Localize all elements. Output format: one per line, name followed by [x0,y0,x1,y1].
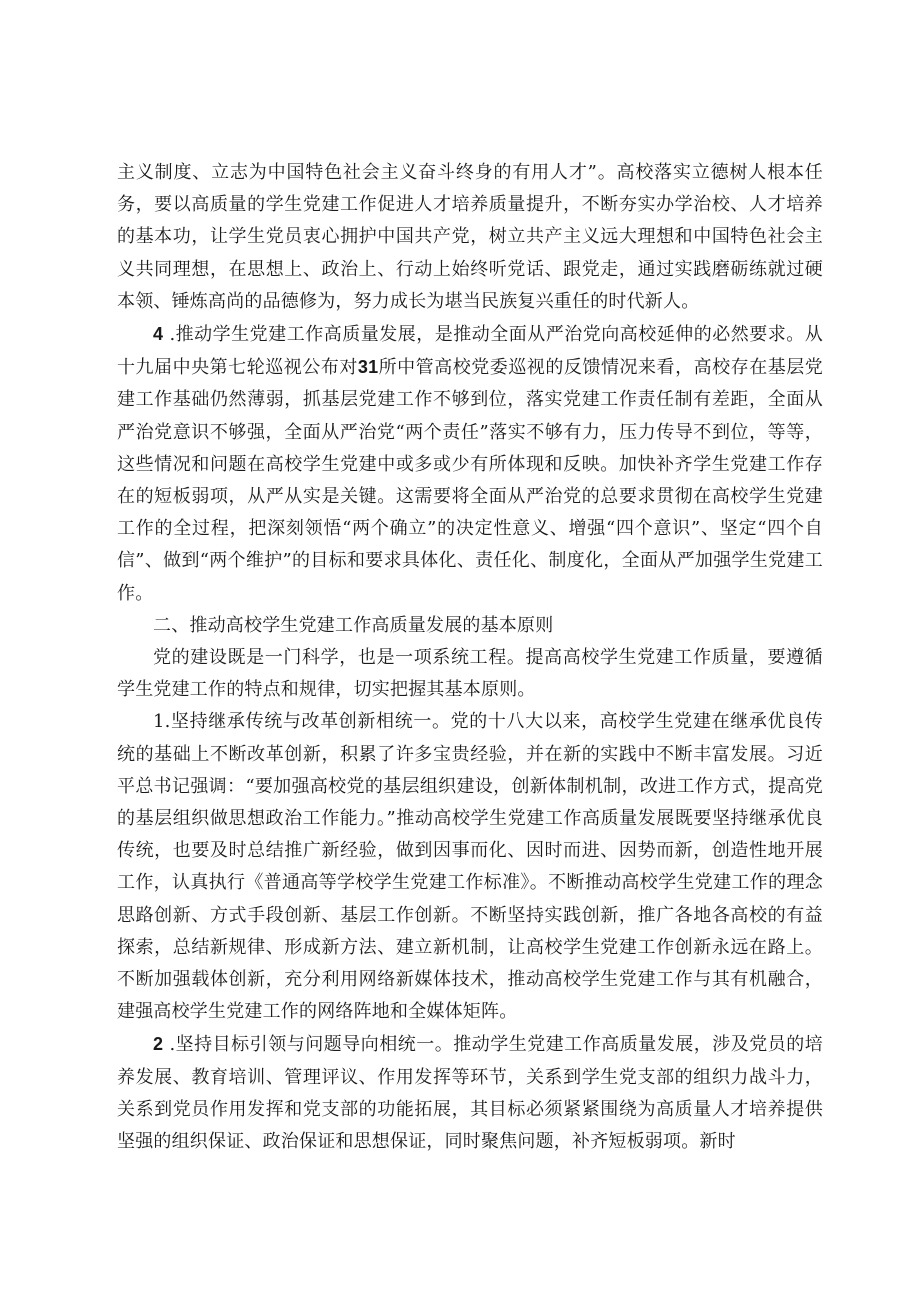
section-heading: 二、推动高校学生党建工作高质量发展的基本原则 [153,614,554,636]
paragraph-1: 主义制度、立志为中国特色社会主义奋斗终身的有用人才”。高校落实立德树人根本任务，要以高质量的学生党建工作促进人才培养质量提升，不断夯实办学治校、人才培养的基本功，让学生党员衷心拥护中国共产党，树立共产主义远大理想和中国特色社会主义共同理想，在思想上、政治上、行动上始终听党话、跟党走，通过实践磨砺练就过硬本领、锤炼高尚的品德修为，努力成长为堪当民族复兴重任的时代新人。 [117,162,823,312]
paragraph-2-text-a: .推动学生党建工作高质量发展，是推动全面从严治党向高校延伸的必然要求。从十九届中央第七轮巡视公布对 [117,324,823,379]
paragraph-5 [117,1028,823,1158]
paragraph-5-text: .坚持目标引领与问题导向相统一。推动学生党建工作高质量发展，涉及党员的培养发展、教育培训、管理评议、作用发挥等环节，关系到学生党支部的组织力战斗力，关系到党员作用发挥和党支部的功能拓展，其目标必须紧紧围绕为高质量人才培养提供坚强的组织保证、政治保证和思想保证，同时聚焦问题，补齐短板弱项。新时 [117,1034,823,1153]
paragraph-3: 党的建设既是一门科学，也是一项系统工程。提高高校学生党建工作质量，要遵循学生党建工作的特点和规律，切实把握其基本原则。 [117,647,823,701]
paragraph-4: 1.坚持继承传统与改革创新相统一。党的十八大以来，高校学生党建在继承优良传统的基础上不断改革创新，积累了许多宝贵经验，并在新的实践中不断丰富发展。习近平总书记强调：“要加强高校党的基层组织建设，创新体制机制，改进工作方式，提高党的基层组织做思想政治工作能力。”推动高校学生党建工作高质量发展既要坚持继承优良传统，也要及时总结推广新经验，做到因事而化、因时而进、因势而新，创造性地开展工作，认真执行《普通高等学校学生党建工作标准》。不断推动高校学生党建工作的理念思路创新、方式手段创新、基层工作创新。不断坚持实践创新，推广各地各高校的有益探索，总结新规律、形成新方法、建立新机制，让高校学生党建工作创新永远在路上。不断加强载体创新，充分利用网络新媒体技术，推动高校学生党建工作与其有机融合，建强高校学生党建工作的网络阵地和全媒体矩阵。 [117,711,823,1023]
document-body [117,157,823,1158]
paragraph-2 [117,318,823,610]
item-number: 4 [153,324,164,345]
item-number: 2 [153,1034,164,1055]
inline-number: 31 [357,357,379,378]
paragraph-2-text-b: 所中管高校党委巡视的反馈情况来看，高校存在基层党建工作基础仍然薄弱，抓基层党建工作不够到位，落实党建工作责任制有差距，全面从严治党意识不够强，全面从严治党“两个责任”落实不够有力，压力传导不到位，等等，这些情况和问题在高校学生党建中或多或少有所体现和反映。加快补齐学生党建工作存在的短板弱项，从严从实是关键。这需要将全面从严治党的总要求贯彻在高校学生党建工作的全过程，把深刻领悟“两个确立”的决定性意义、增强“四个意识”、坚定“四个自信”、做到“两个维护”的目标和要求具体化、责任化、制度化，全面从严加强学生党建工作。 [117,357,823,604]
